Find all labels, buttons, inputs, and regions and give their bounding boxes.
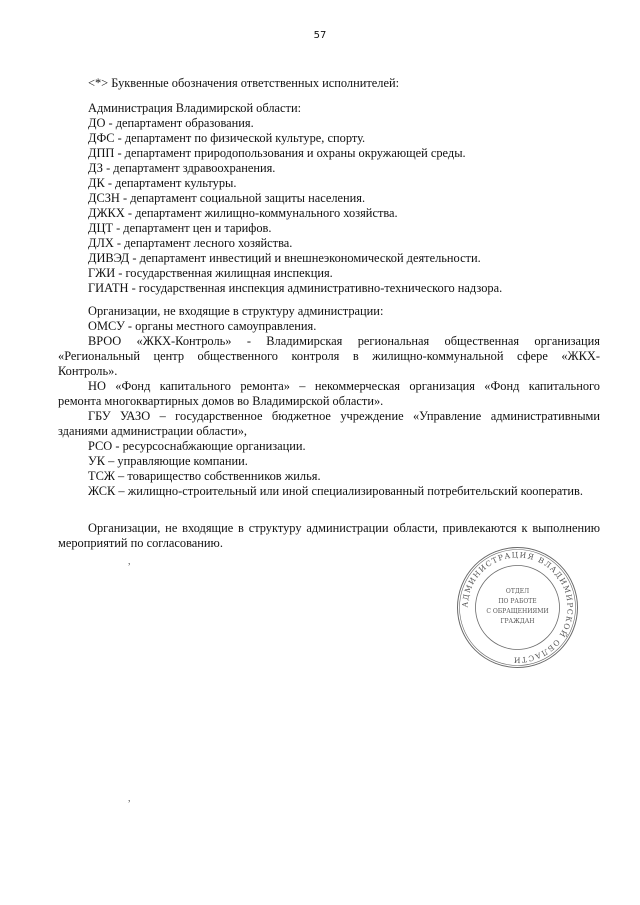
- org-item-zhsk: ЖСК – жилищно-строительный или иной специализированный потребительский кооператив.: [88, 484, 583, 498]
- stamp-line: ПО РАБОТЕ: [498, 598, 537, 605]
- org-item-vroo: ВРОО «ЖКХ-Контроль» - Владимирская региональная общественная организация: [88, 334, 600, 348]
- admin-item: ГИАТН - государственная инспекция административно-технического надзора.: [88, 281, 503, 295]
- admin-item: ДСЗН - департамент социальной защиты населения.: [88, 191, 366, 205]
- org-item-uk: УК – управляющие компании.: [88, 454, 248, 468]
- org-item-omsu: ОМСУ - органы местного самоуправления.: [88, 319, 317, 333]
- admin-item: ДК - департамент культуры.: [88, 176, 237, 190]
- admin-item: ДИВЭД - департамент инвестиций и внешнеэкономической деятельности.: [88, 251, 481, 265]
- closing-note: Организации, не входящие в структуру администрации области, привлекаются к выполнению: [88, 521, 600, 535]
- org-item-gbu: ГБУ УАЗО – государственное бюджетное учреждение «Управление административными: [88, 409, 600, 423]
- org-item-no-cont: ремонта многоквартирных домов во Владимирской области».: [58, 394, 384, 408]
- admin-item: ДЛХ - департамент лесного хозяйства.: [88, 236, 293, 250]
- admin-item: ДЗ - департамент здравоохранения.: [88, 161, 276, 175]
- stamp-line: ГРАЖДАН: [500, 618, 535, 625]
- org-item-no: НО «Фонд капитального ремонта» – некоммерческая организация «Фонд капитального: [88, 379, 600, 393]
- stamp-line: ОТДЕЛ: [505, 588, 530, 595]
- org-heading: Организации, не входящие в структуру администрации:: [88, 304, 384, 318]
- scan-speck: ,: [128, 556, 131, 567]
- org-item-gbu-cont: зданиями администрации области»,: [58, 424, 248, 438]
- closing-note-cont: мероприятий по согласованию.: [58, 536, 223, 550]
- admin-item: ДЦТ - департамент цен и тарифов.: [88, 221, 272, 235]
- org-item-tszh: ТСЖ – товарищество собственников жилья.: [88, 469, 321, 483]
- footnote-title: <*> Буквенные обозначения ответственных исполнителей:: [88, 76, 400, 90]
- org-item-vroo-cont: Контроль».: [58, 364, 118, 378]
- org-item-rso: РСО - ресурсоснабжающие организации.: [88, 439, 306, 453]
- admin-heading: Администрация Владимирской области:: [88, 101, 302, 115]
- page-number: 57: [313, 30, 327, 41]
- stamp-line: С ОБРАЩЕНИЯМИ: [486, 608, 549, 615]
- admin-item: ГЖИ - государственная жилищная инспекция.: [88, 266, 333, 280]
- stamp-ring-text: АДМИНИСТРАЦИЯ ВЛАДИМИРСКОЙ ОБЛАСТИ: [460, 550, 575, 665]
- admin-item: ДО - департамент образования.: [88, 116, 254, 130]
- scan-speck: ,: [128, 793, 131, 804]
- org-item-vroo-cont: «Региональный центр общественного контроля в жилищно-коммунальной сфере «ЖКХ-: [58, 349, 600, 363]
- admin-item: ДЖКХ - департамент жилищно-коммунального хозяйства.: [88, 206, 398, 220]
- admin-item: ДПП - департамент природопользования и охраны окружающей среды.: [88, 146, 466, 160]
- official-stamp: [455, 545, 580, 670]
- admin-item: ДФС - департамент по физической культуре, спорту.: [88, 131, 366, 145]
